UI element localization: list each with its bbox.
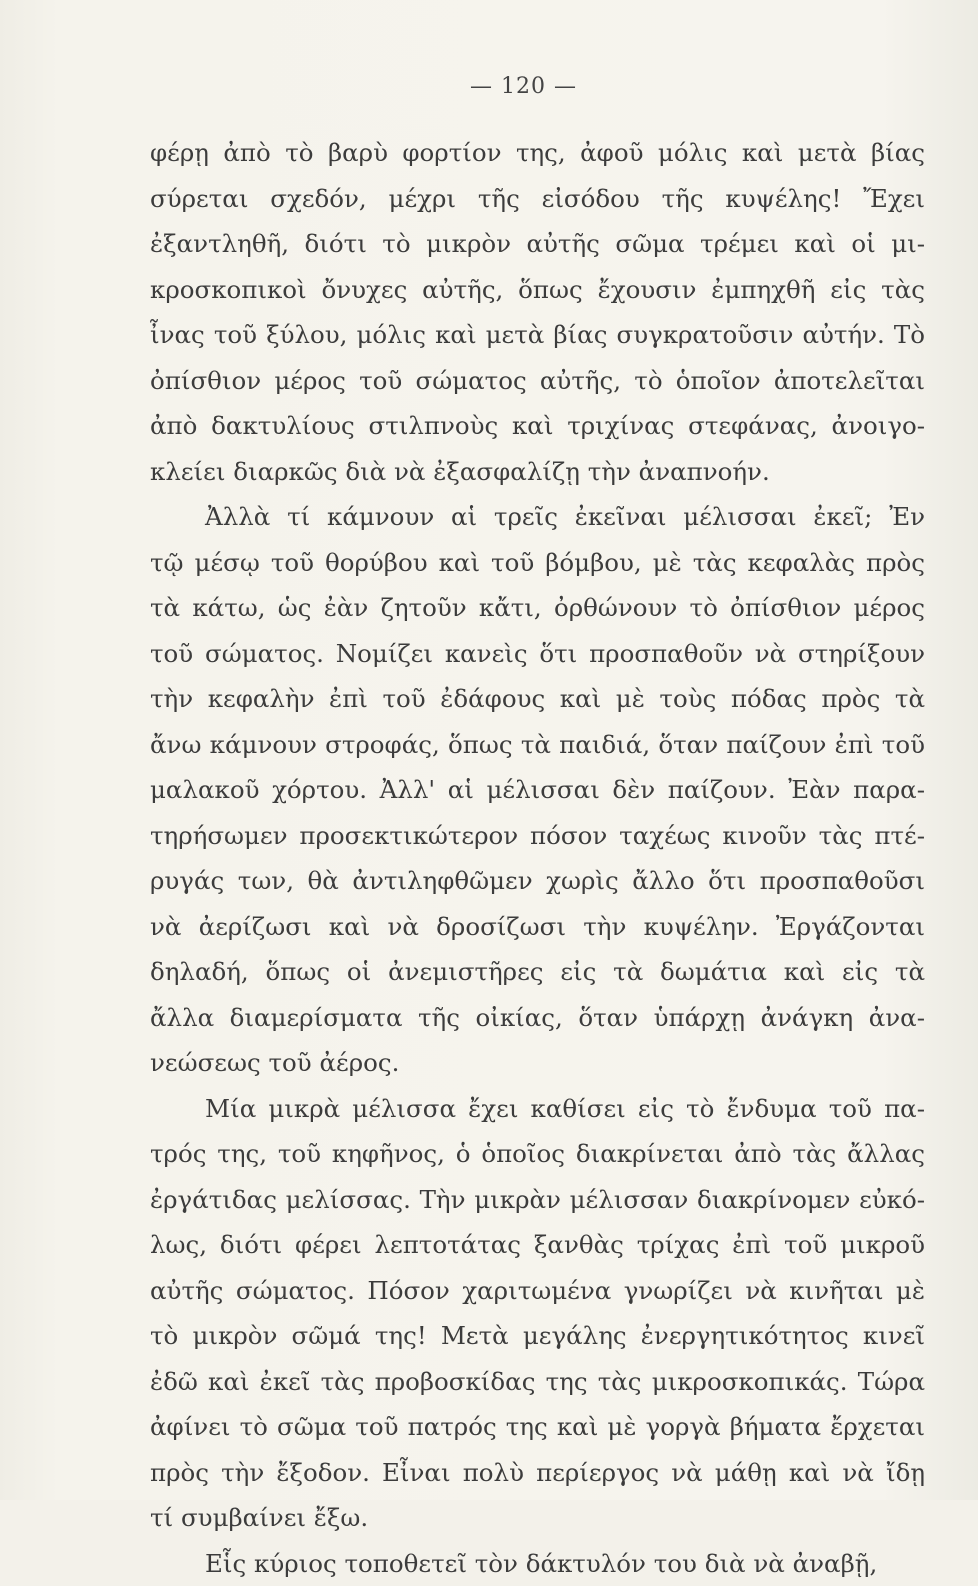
text-line: νὰ ἀερίζωσι καὶ νὰ δροσίζωσι τὴν κυψέλην. Ἐργάζονται	[150, 904, 925, 950]
text-line: πρὸς τὴν ἔξοδον. Εἶναι πολὺ περίεργος νὰ μάθῃ καὶ νὰ ἴδῃ	[150, 1450, 925, 1496]
text-line: ρυγάς των, θὰ ἀντιληφθῶμεν χωρὶς ἄλλο ὅτι προσπαθοῦσι	[150, 858, 925, 904]
body-text	[150, 130, 930, 1586]
text-line: ὀπίσθιον μέρος τοῦ σώματος αὐτῆς, τὸ ὁποῖον ἀποτελεῖται	[150, 358, 925, 404]
text-line: νεώσεως τοῦ ἀέρος.	[150, 1040, 925, 1086]
text-line: τὸ μικρὸν σῶμά της! Μετὰ μεγάλης ἐνεργητικότητος κινεῖ	[150, 1313, 925, 1359]
text-line: ἐξαντληθῆ, διότι τὸ μικρὸν αὐτῆς σῶμα τρέμει καὶ οἱ μι-	[150, 221, 925, 267]
paragraph	[150, 494, 930, 1086]
text-line: Μία μικρὰ μέλισσα ἔχει καθίσει εἰς τὸ ἔνδυμα τοῦ πα-	[150, 1086, 925, 1132]
text-line: τὰ κάτω, ὡς ἐὰν ζητοῦν κἄτι, ὀρθώνουν τὸ ὀπίσθιον μέρος	[150, 585, 925, 631]
text-line: ἄνω κάμνουν στροφάς, ὅπως τὰ παιδιά, ὅταν παίζουν ἐπὶ τοῦ	[150, 722, 925, 768]
text-line: κροσκοπικοὶ ὄνυχες αὐτῆς, ὅπως ἔχουσιν ἐμπηχθῆ εἰς τὰς	[150, 267, 925, 313]
paragraph	[150, 1086, 930, 1541]
text-line: Ἀλλὰ τί κάμνουν αἱ τρεῖς ἐκεῖναι μέλισσαι ἐκεῖ; Ἐν	[150, 494, 925, 540]
text-line: σύρεται σχεδόν, μέχρι τῆς εἰσόδου τῆς κυψέλης! Ἔχει	[150, 176, 925, 222]
paragraph	[150, 1541, 930, 1586]
text-line: τηρήσωμεν προσεκτικώτερον πόσον ταχέως κινοῦν τὰς πτέ-	[150, 813, 925, 859]
text-line: ἶνας τοῦ ξύλου, μόλις καὶ μετὰ βίας συγκρατοῦσιν αὐτήν. Τὸ	[150, 312, 925, 358]
text-line: αὐτῆς σώματος. Πόσον χαριτωμένα γνωρίζει νὰ κινῆται μὲ	[150, 1268, 925, 1314]
text-line: ἐδῶ καὶ ἐκεῖ τὰς προβοσκίδας της τὰς μικροσκοπικάς. Τώρα	[150, 1359, 925, 1405]
page-number: — 120 —	[470, 74, 577, 99]
text-line: Εἷς κύριος τοποθετεῖ τὸν δάκτυλόν του διὰ νὰ ἀναβῇ,	[150, 1541, 925, 1586]
text-line: τοῦ σώματος. Νομίζει κανεὶς ὅτι προσπαθοῦν νὰ στηρίξουν	[150, 631, 925, 677]
text-line: λως, διότι φέρει λεπτοτάτας ξανθὰς τρίχας ἐπὶ τοῦ μικροῦ	[150, 1222, 925, 1268]
paragraph	[150, 130, 930, 494]
text-line: ἄλλα διαμερίσματα τῆς οἰκίας, ὅταν ὑπάρχῃ ἀνάγκη ἀνα-	[150, 995, 925, 1041]
text-line: φέρῃ ἀπὸ τὸ βαρὺ φορτίον της, ἀφοῦ μόλις καὶ μετὰ βίας	[150, 130, 925, 176]
text-line: τί συμβαίνει ἔξω.	[150, 1495, 925, 1541]
text-line: μαλακοῦ χόρτου. Ἀλλ' αἱ μέλισσαι δὲν παίζουν. Ἐὰν παρα-	[150, 767, 925, 813]
text-line: τρός της, τοῦ κηφῆνος, ὁ ὁποῖος διακρίνεται ἀπὸ τὰς ἄλλας	[150, 1131, 925, 1177]
text-line: κλείει διαρκῶς διὰ νὰ ἐξασφαλίζῃ τὴν ἀναπνοήν.	[150, 449, 925, 495]
text-line: τῷ μέσῳ τοῦ θορύβου καὶ τοῦ βόμβου, μὲ τὰς κεφαλὰς πρὸς	[150, 540, 925, 586]
text-line: ἀπὸ δακτυλίους στιλπνοὺς καὶ τριχίνας στεφάνας, ἀνοιγο-	[150, 403, 925, 449]
text-line: δηλαδή, ὅπως οἱ ἀνεμιστῆρες εἰς τὰ δωμάτια καὶ εἰς τὰ	[150, 949, 925, 995]
text-line: ἐργάτιδας μελίσσας. Τὴν μικρὰν μέλισσαν διακρίνομεν εὐκό-	[150, 1177, 925, 1223]
text-line: τὴν κεφαλὴν ἐπὶ τοῦ ἐδάφους καὶ μὲ τοὺς πόδας πρὸς τὰ	[150, 676, 925, 722]
text-line: ἀφίνει τὸ σῶμα τοῦ πατρός της καὶ μὲ γοργὰ βήματα ἔρχεται	[150, 1404, 925, 1450]
